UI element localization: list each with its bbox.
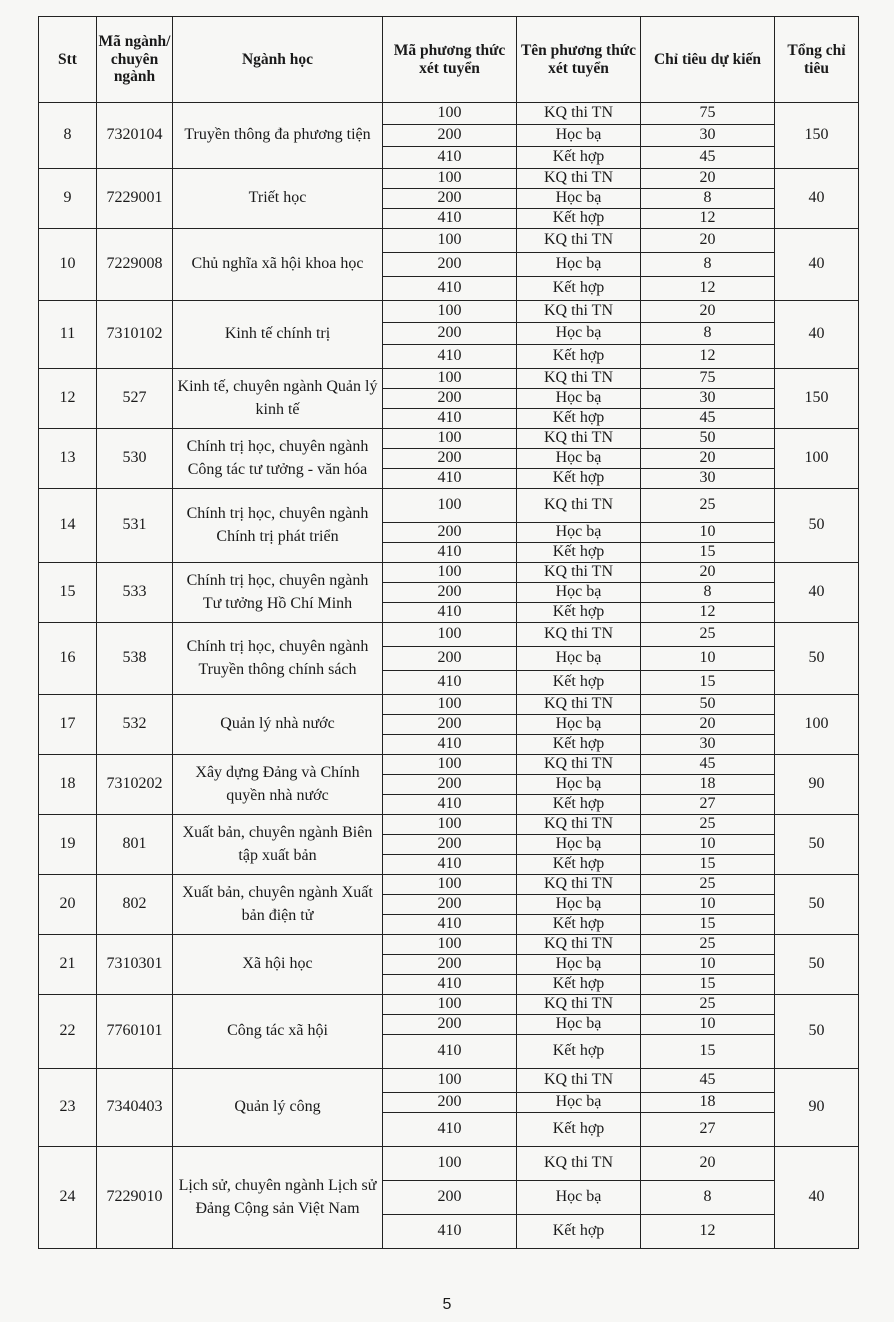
quota-cell: 25 xyxy=(641,815,775,835)
method-name-cell: KQ thi TN xyxy=(517,935,641,955)
method-name-cell: Kết hợp xyxy=(517,603,641,623)
method-name-cell: Kết hợp xyxy=(517,277,641,301)
table-row xyxy=(39,429,859,449)
major-name-cell: Chính trị học, chuyên ngành Truyền thông chính sách xyxy=(173,623,383,695)
quota-cell: 75 xyxy=(641,369,775,389)
major-code-cell: 7229008 xyxy=(97,229,173,301)
method-code-cell: 410 xyxy=(383,469,517,489)
quota-cell: 20 xyxy=(641,169,775,189)
quota-cell: 25 xyxy=(641,995,775,1015)
method-name-cell: Học bạ xyxy=(517,647,641,671)
table-row xyxy=(39,875,859,895)
method-code-cell: 200 xyxy=(383,389,517,409)
method-code-cell: 100 xyxy=(383,935,517,955)
major-name-cell: Công tác xã hội xyxy=(173,995,383,1069)
major-code-cell: 538 xyxy=(97,623,173,695)
method-name-cell: Kết hợp xyxy=(517,855,641,875)
method-code-cell: 200 xyxy=(383,125,517,147)
quota-cell: 8 xyxy=(641,253,775,277)
major-name-cell: Chủ nghĩa xã hội khoa học xyxy=(173,229,383,301)
major-code-cell: 7340403 xyxy=(97,1069,173,1147)
major-code-cell: 802 xyxy=(97,875,173,935)
quota-cell: 15 xyxy=(641,975,775,995)
header-quota: Chỉ tiêu dự kiến xyxy=(641,17,775,103)
quota-cell: 10 xyxy=(641,895,775,915)
method-code-cell: 410 xyxy=(383,671,517,695)
method-name-cell: Kết hợp xyxy=(517,147,641,169)
method-code-cell: 410 xyxy=(383,543,517,563)
method-name-cell: Học bạ xyxy=(517,775,641,795)
major-name-cell: Xuất bản, chuyên ngành Biên tập xuất bản xyxy=(173,815,383,875)
method-code-cell: 410 xyxy=(383,277,517,301)
method-code-cell: 100 xyxy=(383,103,517,125)
quota-cell: 27 xyxy=(641,1113,775,1147)
method-name-cell: KQ thi TN xyxy=(517,815,641,835)
method-code-cell: 100 xyxy=(383,1069,517,1093)
method-name-cell: Kết hợp xyxy=(517,915,641,935)
method-code-cell: 410 xyxy=(383,735,517,755)
stt-cell: 12 xyxy=(39,369,97,429)
quota-cell: 30 xyxy=(641,469,775,489)
method-name-cell: Học bạ xyxy=(517,523,641,543)
quota-cell: 75 xyxy=(641,103,775,125)
stt-cell: 21 xyxy=(39,935,97,995)
major-code-cell: 527 xyxy=(97,369,173,429)
total-quota-cell: 50 xyxy=(775,489,859,563)
quota-cell: 20 xyxy=(641,715,775,735)
quota-cell: 20 xyxy=(641,1147,775,1181)
method-name-cell: Học bạ xyxy=(517,1181,641,1215)
method-name-cell: Học bạ xyxy=(517,253,641,277)
method-code-cell: 200 xyxy=(383,955,517,975)
method-name-cell: Học bạ xyxy=(517,389,641,409)
header-method-code: Mã phương thức xét tuyển xyxy=(383,17,517,103)
major-code-cell: 7310202 xyxy=(97,755,173,815)
method-code-cell: 200 xyxy=(383,523,517,543)
method-name-cell: KQ thi TN xyxy=(517,369,641,389)
method-name-cell: Học bạ xyxy=(517,323,641,345)
method-code-cell: 100 xyxy=(383,369,517,389)
method-code-cell: 100 xyxy=(383,489,517,523)
major-name-cell: Chính trị học, chuyên ngành Tư tưởng Hồ Chí Minh xyxy=(173,563,383,623)
quota-cell: 10 xyxy=(641,835,775,855)
major-name-cell: Xây dựng Đảng và Chính quyền nhà nước xyxy=(173,755,383,815)
method-code-cell: 100 xyxy=(383,755,517,775)
method-code-cell: 410 xyxy=(383,855,517,875)
method-name-cell: Học bạ xyxy=(517,1015,641,1035)
quota-cell: 12 xyxy=(641,345,775,369)
table-row xyxy=(39,1147,859,1181)
method-name-cell: Kết hợp xyxy=(517,409,641,429)
major-name-cell: Triết học xyxy=(173,169,383,229)
header-stt: Stt xyxy=(39,17,97,103)
major-code-cell: 7229001 xyxy=(97,169,173,229)
method-code-cell: 200 xyxy=(383,647,517,671)
table-row xyxy=(39,1069,859,1093)
method-name-cell: KQ thi TN xyxy=(517,1147,641,1181)
method-name-cell: Kết hợp xyxy=(517,795,641,815)
method-name-cell: Kết hợp xyxy=(517,345,641,369)
quota-cell: 20 xyxy=(641,563,775,583)
quota-cell: 25 xyxy=(641,489,775,523)
method-code-cell: 200 xyxy=(383,449,517,469)
total-quota-cell: 150 xyxy=(775,103,859,169)
method-code-cell: 200 xyxy=(383,1015,517,1035)
quota-cell: 18 xyxy=(641,775,775,795)
header-method-name: Tên phương thức xét tuyển xyxy=(517,17,641,103)
quota-cell: 10 xyxy=(641,955,775,975)
total-quota-cell: 40 xyxy=(775,229,859,301)
major-name-cell: Chính trị học, chuyên ngành Chính trị phát triển xyxy=(173,489,383,563)
stt-cell: 14 xyxy=(39,489,97,563)
quota-cell: 45 xyxy=(641,147,775,169)
method-name-cell: Kết hợp xyxy=(517,1215,641,1249)
stt-cell: 23 xyxy=(39,1069,97,1147)
major-code-cell: 7310301 xyxy=(97,935,173,995)
quota-cell: 10 xyxy=(641,647,775,671)
quota-cell: 15 xyxy=(641,671,775,695)
major-name-cell: Xã hội học xyxy=(173,935,383,995)
admission-quota-table xyxy=(38,16,859,1249)
method-name-cell: Kết hợp xyxy=(517,469,641,489)
major-name-cell: Kinh tế chính trị xyxy=(173,301,383,369)
quota-cell: 25 xyxy=(641,623,775,647)
method-name-cell: Kết hợp xyxy=(517,1113,641,1147)
total-quota-cell: 50 xyxy=(775,995,859,1069)
quota-cell: 20 xyxy=(641,301,775,323)
stt-cell: 19 xyxy=(39,815,97,875)
quota-cell: 25 xyxy=(641,935,775,955)
quota-cell: 30 xyxy=(641,735,775,755)
quota-cell: 10 xyxy=(641,523,775,543)
method-name-cell: KQ thi TN xyxy=(517,995,641,1015)
major-code-cell: 7320104 xyxy=(97,103,173,169)
stt-cell: 20 xyxy=(39,875,97,935)
major-code-cell: 7229010 xyxy=(97,1147,173,1249)
method-code-cell: 410 xyxy=(383,915,517,935)
method-name-cell: KQ thi TN xyxy=(517,169,641,189)
method-code-cell: 410 xyxy=(383,603,517,623)
stt-cell: 18 xyxy=(39,755,97,815)
stt-cell: 9 xyxy=(39,169,97,229)
method-name-cell: KQ thi TN xyxy=(517,301,641,323)
total-quota-cell: 100 xyxy=(775,429,859,489)
method-code-cell: 200 xyxy=(383,1093,517,1113)
method-code-cell: 410 xyxy=(383,147,517,169)
method-name-cell: KQ thi TN xyxy=(517,563,641,583)
method-code-cell: 410 xyxy=(383,1215,517,1249)
table-row xyxy=(39,995,859,1015)
method-name-cell: Học bạ xyxy=(517,125,641,147)
total-quota-cell: 50 xyxy=(775,935,859,995)
method-code-cell: 100 xyxy=(383,563,517,583)
stt-cell: 17 xyxy=(39,695,97,755)
method-name-cell: Kết hợp xyxy=(517,1035,641,1069)
quota-cell: 30 xyxy=(641,125,775,147)
major-name-cell: Quản lý nhà nước xyxy=(173,695,383,755)
method-code-cell: 100 xyxy=(383,301,517,323)
stt-cell: 8 xyxy=(39,103,97,169)
table-row xyxy=(39,695,859,715)
table-row xyxy=(39,169,859,189)
quota-cell: 25 xyxy=(641,875,775,895)
stt-cell: 10 xyxy=(39,229,97,301)
method-code-cell: 200 xyxy=(383,583,517,603)
major-name-cell: Chính trị học, chuyên ngành Công tác tư tưởng - văn hóa xyxy=(173,429,383,489)
total-quota-cell: 50 xyxy=(775,623,859,695)
table-row xyxy=(39,755,859,775)
quota-cell: 27 xyxy=(641,795,775,815)
quota-cell: 45 xyxy=(641,409,775,429)
method-name-cell: KQ thi TN xyxy=(517,1069,641,1093)
quota-cell: 8 xyxy=(641,583,775,603)
total-quota-cell: 40 xyxy=(775,169,859,229)
table-row xyxy=(39,815,859,835)
quota-cell: 30 xyxy=(641,389,775,409)
method-name-cell: Kết hợp xyxy=(517,209,641,229)
method-name-cell: Kết hợp xyxy=(517,735,641,755)
major-name-cell: Kinh tế, chuyên ngành Quản lý kinh tế xyxy=(173,369,383,429)
table-row xyxy=(39,563,859,583)
method-name-cell: Học bạ xyxy=(517,583,641,603)
total-quota-cell: 50 xyxy=(775,875,859,935)
stt-cell: 16 xyxy=(39,623,97,695)
method-name-cell: KQ thi TN xyxy=(517,623,641,647)
method-code-cell: 200 xyxy=(383,253,517,277)
method-name-cell: KQ thi TN xyxy=(517,875,641,895)
method-code-cell: 410 xyxy=(383,409,517,429)
method-name-cell: KQ thi TN xyxy=(517,103,641,125)
quota-cell: 15 xyxy=(641,915,775,935)
total-quota-cell: 40 xyxy=(775,563,859,623)
total-quota-cell: 90 xyxy=(775,755,859,815)
method-name-cell: Học bạ xyxy=(517,895,641,915)
quota-cell: 12 xyxy=(641,603,775,623)
method-code-cell: 100 xyxy=(383,995,517,1015)
table-row xyxy=(39,229,859,253)
table-row xyxy=(39,623,859,647)
header-total: Tổng chỉ tiêu xyxy=(775,17,859,103)
major-name-cell: Quản lý công xyxy=(173,1069,383,1147)
major-code-cell: 7760101 xyxy=(97,995,173,1069)
major-code-cell: 531 xyxy=(97,489,173,563)
quota-cell: 12 xyxy=(641,1215,775,1249)
major-code-cell: 533 xyxy=(97,563,173,623)
method-name-cell: Học bạ xyxy=(517,449,641,469)
method-code-cell: 100 xyxy=(383,695,517,715)
quota-cell: 20 xyxy=(641,229,775,253)
method-code-cell: 410 xyxy=(383,975,517,995)
quota-cell: 10 xyxy=(641,1015,775,1035)
major-name-cell: Lịch sử, chuyên ngành Lịch sử Đảng Cộng sản Việt Nam xyxy=(173,1147,383,1249)
header-major: Ngành học xyxy=(173,17,383,103)
total-quota-cell: 40 xyxy=(775,1147,859,1249)
major-code-cell: 532 xyxy=(97,695,173,755)
quota-cell: 8 xyxy=(641,323,775,345)
method-code-cell: 200 xyxy=(383,715,517,735)
header-row xyxy=(39,17,859,103)
quota-cell: 18 xyxy=(641,1093,775,1113)
method-code-cell: 100 xyxy=(383,875,517,895)
table-body xyxy=(39,103,859,1249)
method-code-cell: 100 xyxy=(383,429,517,449)
method-name-cell: Kết hợp xyxy=(517,975,641,995)
total-quota-cell: 100 xyxy=(775,695,859,755)
stt-cell: 15 xyxy=(39,563,97,623)
stt-cell: 24 xyxy=(39,1147,97,1249)
table-row xyxy=(39,301,859,323)
quota-cell: 15 xyxy=(641,855,775,875)
quota-cell: 50 xyxy=(641,695,775,715)
quota-cell: 12 xyxy=(641,277,775,301)
method-name-cell: KQ thi TN xyxy=(517,429,641,449)
method-name-cell: KQ thi TN xyxy=(517,755,641,775)
method-name-cell: Học bạ xyxy=(517,189,641,209)
method-name-cell: KQ thi TN xyxy=(517,489,641,523)
major-name-cell: Xuất bản, chuyên ngành Xuất bản điện tử xyxy=(173,875,383,935)
quota-cell: 45 xyxy=(641,755,775,775)
method-name-cell: KQ thi TN xyxy=(517,695,641,715)
total-quota-cell: 90 xyxy=(775,1069,859,1147)
table-row xyxy=(39,935,859,955)
quota-cell: 8 xyxy=(641,189,775,209)
method-code-cell: 100 xyxy=(383,815,517,835)
method-name-cell: Kết hợp xyxy=(517,671,641,695)
method-code-cell: 100 xyxy=(383,1147,517,1181)
method-name-cell: Học bạ xyxy=(517,715,641,735)
stt-cell: 11 xyxy=(39,301,97,369)
quota-cell: 8 xyxy=(641,1181,775,1215)
method-code-cell: 100 xyxy=(383,169,517,189)
table-row xyxy=(39,369,859,389)
method-name-cell: Học bạ xyxy=(517,835,641,855)
method-code-cell: 100 xyxy=(383,623,517,647)
method-code-cell: 200 xyxy=(383,895,517,915)
page-number: 5 xyxy=(442,1296,452,1313)
major-name-cell: Truyền thông đa phương tiện xyxy=(173,103,383,169)
method-code-cell: 410 xyxy=(383,1113,517,1147)
quota-cell: 50 xyxy=(641,429,775,449)
method-name-cell: KQ thi TN xyxy=(517,229,641,253)
method-code-cell: 410 xyxy=(383,209,517,229)
method-code-cell: 410 xyxy=(383,1035,517,1069)
method-code-cell: 100 xyxy=(383,229,517,253)
quota-cell: 45 xyxy=(641,1069,775,1093)
total-quota-cell: 40 xyxy=(775,301,859,369)
major-code-cell: 530 xyxy=(97,429,173,489)
method-code-cell: 200 xyxy=(383,775,517,795)
method-code-cell: 200 xyxy=(383,835,517,855)
method-code-cell: 410 xyxy=(383,795,517,815)
header-code: Mã ngành/ chuyên ngành xyxy=(97,17,173,103)
stt-cell: 13 xyxy=(39,429,97,489)
quota-cell: 20 xyxy=(641,449,775,469)
quota-cell: 12 xyxy=(641,209,775,229)
total-quota-cell: 50 xyxy=(775,815,859,875)
method-code-cell: 410 xyxy=(383,345,517,369)
stt-cell: 22 xyxy=(39,995,97,1069)
method-code-cell: 200 xyxy=(383,189,517,209)
quota-cell: 15 xyxy=(641,1035,775,1069)
method-code-cell: 200 xyxy=(383,323,517,345)
method-code-cell: 200 xyxy=(383,1181,517,1215)
major-code-cell: 7310102 xyxy=(97,301,173,369)
method-name-cell: Học bạ xyxy=(517,955,641,975)
table-row xyxy=(39,103,859,125)
table-row xyxy=(39,489,859,523)
method-name-cell: Học bạ xyxy=(517,1093,641,1113)
method-name-cell: Kết hợp xyxy=(517,543,641,563)
major-code-cell: 801 xyxy=(97,815,173,875)
quota-cell: 15 xyxy=(641,543,775,563)
total-quota-cell: 150 xyxy=(775,369,859,429)
